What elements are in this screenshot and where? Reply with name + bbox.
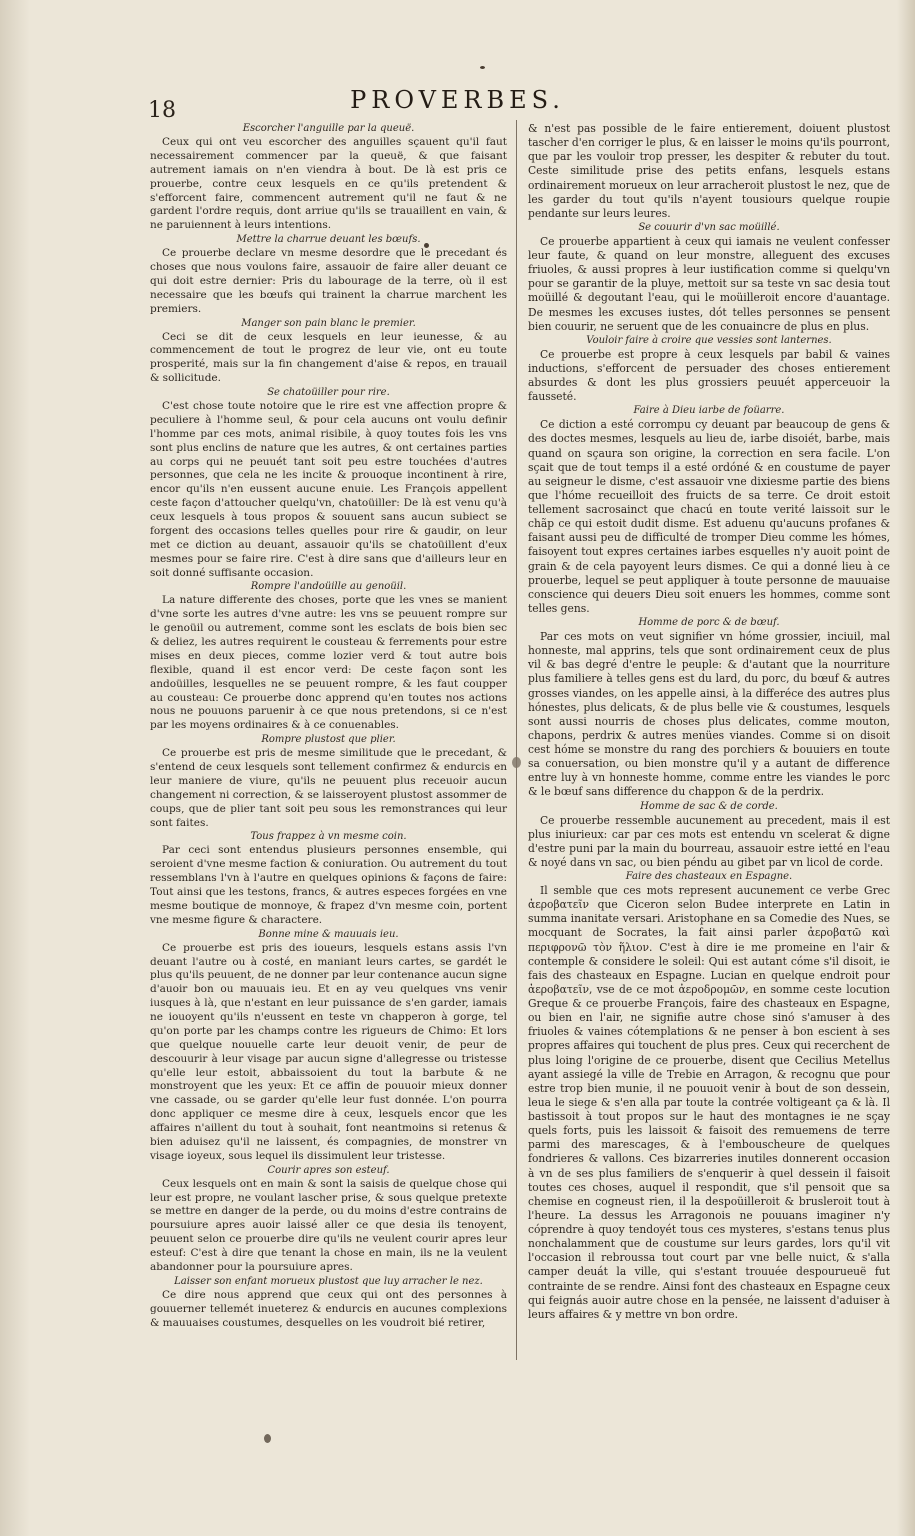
paragraph: Ce dire nous apprend que ceux qui ont des personnes à gouuerner tellemét inueterez & endurcis en aucunes complexions & mauuaises coustumes, desquelles on les voudroit bié retirer, xyxy=(150,1288,507,1329)
proverb-heading: Homme de sac & de corde. xyxy=(640,800,778,812)
paragraph: Ce prouerbe est propre à ceux lesquels par babil & vaines inductions, s'efforcent de persuader des choses entierement absurdes & dont les plus grossiers peuuét apperceuoir la fausseté. xyxy=(528,347,890,404)
proverb-heading: Rompre plustost que plier. xyxy=(261,734,396,746)
proverb-heading: Rompre l'andoüille au genoüil. xyxy=(250,581,407,593)
paragraph: Ceux qui ont veu escorcher des anguilles sçauent qu'il faut necessairement commencer par la queuë, & que faisant autrement iamais on n'en viendra à bout. De là est pris ce prouerbe, contre ceux lesquels en ce qu'ils pretendent & s'efforcent faire, commencent autrement qu'il ne faut & ne gardent l'ordre requis, dont arriue qu'ils se trauaillent en vain, & ne paruiennent à leurs intentions. xyxy=(150,136,507,232)
proverb-heading: Se couurir d'vn sac moüillé. xyxy=(638,221,780,233)
proverb-heading: Homme de porc & de bœuf. xyxy=(638,617,780,628)
proverb-heading: Faire des chasteaux en Espagne. xyxy=(625,871,793,882)
proverb-heading: Vouloir faire à croire que vessies sont lanternes. xyxy=(586,334,832,346)
paragraph: La nature differente des choses, porte que les vnes se manient d'vne sorte les autres d'vne autre: les vns se peuuent rompre sur le genoüil ou autrement, comme sont les esclats de bois bien sec & deliez, les autres requirent le cousteau & ferrements pour estre mises en deux pieces, comme lozier verd & tout autre bois flexible, quand il est encor verd: De ceste façon sont les andoüilles, lesquelles ne se peuuent rompre, & les faut coupper au cousteau: Ce prouerbe donc apprend qu'en toutes nos actions nous ne pouuons paruenir à ce que nous pretendons, si ce n'est par les moyens ordinaires & à ce conuenables. xyxy=(150,594,507,732)
page-edge-shadow xyxy=(897,0,915,1536)
paragraph: Par ceci sont entendus plusieurs personnes ensemble, qui seroient d'vne mesme faction & coniuration. Ou autrement du tout ressemblans l'vn à l'autre en quelques opinions & façons de faire: Tout ainsi que les testons, francs, & autres especes forgées en vne mesme boutique de monnoye, & frapez d'vn mesme coin, portent vne mesme figure & charactere. xyxy=(150,844,507,926)
running-head: PROVERBES. xyxy=(350,86,565,114)
paragraph: Ce prouerbe est pris des ioueurs, lesquels estans assis l'vn deuant l'autre ou à costé, en maniant leurs cartes, se gardét le plus qu'ils peuuent, de ne donner par leur contenance aucun signe d'auoir bon ou mauuais ieu. Et en ay veu quelques vns venir iusques à là, que n'estant en leur puissance de s'en garder, iamais ne iouoyent qu'ils n'eussent en teste vn chapperon à gorge, tel qu'on porte par les champs contre les rigueurs de Chimo: Et lors que quelque nouuelle carte leur deuoit venir, de peur de descouurir à leur visage par aucun signe d'allegresse ou tristesse qu'elle leur estoit, abbaissoient du tout la barbute & ne monstroyent que les yeux: Et ce affin de pouuoir mieux donner vne cassade, ou se garder qu'elle leur fust donnée. L'on pourra donc appliquer ce mesme dire à ceux, lesquels encor que les affaires n'aillent du tout à souhait, font neantmoins si retenus & bien aduisez qu'il ne laissent, és compagnies, de monstrer vn visage ioyeux, sous lequel ils dissimulent leur tristesse. xyxy=(150,941,507,1162)
proverb-heading: Bonne mine & mauuais ieu. xyxy=(258,928,399,940)
proverb-heading: Laisser son enfant morueux plustost que luy arracher le nez. xyxy=(174,1275,483,1287)
proverb-heading: Faire à Dieu iarbe de foüarre. xyxy=(633,405,785,417)
paragraph: & n'est pas possible de le faire entierement, doiuent plustost tascher d'en corriger le plus, & en laisser le moins qu'ils pourront, que par les vouloir trop presser, les despiter & rebuter du tout. Ceste similitude prise des petits enfans, lesquels estans ordinairement morueux on leur arracheroit plustost le nez, que de les garder du tout qu'ils n'ayent tousiours quelque roupie pendante sur leurs leures. xyxy=(528,122,890,220)
right-column xyxy=(528,122,890,1322)
paragraph: Ce prouerbe declare vn mesme desordre que le precedant és choses que nous voulons faire, assauoir de faire aller deuant ce qui doit estre dernier: Pris du labourage de la terre, où il est necessaire que les bœufs qui trainent la charrue marchent les premiers. xyxy=(150,247,507,315)
paragraph: Il semble que ces mots represent aucunement ce verbe Grec ἀεροβατεῖν que Ciceron selon Budee interprete en Latin in summa inanitate versari. Aristophane en sa Comedie des Nues, se mocquant de Socrates, la fait ainsi parler ἀεροβατῶ καὶ περιφρονῶ τὸν ἥλιον. C'est à dire ie me promeine en l'air & contemple & considere le soleil: Qui est autant cóme s'il disoit, ie fais des chasteaux en Espagne. Lucian en quelque endroit pour ἀεροβατεῖν, vse de ce mot ἀεροδρομῶν, en somme ceste locution Greque & ce prouerbe François, faire des chasteaux en Espagne, ou bien en l'air, ne signifie autre chose sinó s'amuser à des friuoles & vaines cótemplations & ne penser à bon escient à ses propres affaires qui touchent de plus pres. Ceux qui recerchent de plus loing l'origine de ce prouerbe, disent que Cecilius Metellus ayant assiegé la ville de Trebie en Arragon, & recognu que pour estre trop bien munie, il ne pouuoit venir à bout de son dessein, leua le siege & s'en alla par toute la contrée voltigeant ça & là. Il bastissoit à tout propos sur le haut des montagnes ie ne sçay quels forts, puis les laissoit & faisoit des remuemens de terre parmi des marescages, & à l'embouscheure de quelques fondrieres & vallons. Ces bizarreries inutiles donnerent occasion à vn de ses plus familiers de s'enquerir à quel dessein il faisoit toutes ces choses, auquel il respondit, que s'il pensoit que sa chemise en cogneust rien, il la despoüilleroit & brusleroit tout à l'heure. La dessus les Arragonois ne pouuans imaginer n'y cóprendre à quoy tendoyét tous ces mysteres, s'estans tenus plus nonchalamment que de coustume sur leurs gardes, lors qu'il vit l'occasion il rebroussa tout court par vne belle nuict, & s'alla camper deuát la ville, qui s'estant trouuée despourueuë fut contrainte de se rendre. Ainsi font des chasteaux en Espagne ceux qui feignás auoir autre chose en la pensée, ne laissent d'aduiser à leurs affaires & y mettre vn bon ordre. xyxy=(528,884,890,1321)
ink-speck xyxy=(480,66,485,69)
proverb-heading: Mettre la charrue deuant les bœufs. xyxy=(236,234,421,246)
page-number: 18 xyxy=(148,98,176,123)
paragraph: Ceux lesquels ont en main & sont la saisis de quelque chose qui leur est propre, ne voulant lascher prise, & sous quelque pretexte se mettre en danger de la perde, ou du moins d'estre contrains de poursuiure apres auoir laissé aller ce que desia ils tenoyent, peuuent selon ce prouerbe dire qu'ils ne veulent courir apres leur esteuf: C'est à dire que tenant la chose en main, ils ne la veulent abandonner pour la poursuiure apres. xyxy=(150,1177,507,1273)
paragraph: Ceci se dit de ceux lesquels en leur ieunesse, & au commencement de tout le progrez de leur vie, ont eu toute prosperité, mais sur la fin changement d'aise & repos, en trauail & sollicitude. xyxy=(150,330,507,385)
paragraph: Ce diction a esté corrompu cy deuant par beaucoup de gens & des doctes mesmes, lesquels au lieu de, iarbe disoiét, barbe, mais quand on sçaura son origine, la correction en sera facile. L'on sçait que de tout temps il a esté ordóné & en coustume de payer au seigneur le disme, c'est assauoir vne dixiesme partie des biens que l'hóme recueilloit des fruicts de sa terre. Ce droit estoit tellement sacrosainct que chacú en toute verité laissoit sur le chãp ce qui estoit dudit disme. Est aduenu qu'aucuns profanes & faisant aussi peu de difficulté de tromper Dieu comme les hómes, faisoyent tout expres certaines iarbes esquelles n'y auoit point de grain & de cela payoyent leurs dismes. Ce qui a donné lieu à ce prouerbe, lequel se peut appliquer à toute personne de mauuaise conscience qui deuers Dieu soit enuers les hommes, comme sont telles gens. xyxy=(528,418,890,615)
paragraph: Par ces mots on veut signifier vn hóme grossier, inciuil, mal honneste, mal apprins, tels que sont ordinairement ceux de plus vil & bas degré d'entre le peuple: & d'autant que la nourriture plus familiere à telles gens est du lard, du porc, du bœuf & autres grosses viandes, on les appelle ainsi, à la differéce des autres plus hónestes, plus delicats, & de plus belle vie & coustumes, lesquels sont aussi nourris de choses plus delicates, comme mouton, chapons, perdrix & autres menües viandes. Comme si on disoit cest hóme se monstre du rang des porchiers & bouuiers en toute sa conuersation, ou bien monstre qu'il y a autant de difference entre luy à vn honneste homme, comme entre les viandes le porc & le bœuf sans difference du chappon & de la perdrix. xyxy=(528,630,890,799)
paragraph: Ce prouerbe appartient à ceux qui iamais ne veulent confesser leur faute, & quand on leur monstre, alleguent des excuses friuoles, & aussi propres à leur iustification comme si quelqu'vn pour se garantir de la pluye, mettoit sur sa teste vn sac desia tout moüillé & degoutant l'eau, qui le moüilleroit encore d'auantage. De mesmes les excuses iustes, dót telles personnes se pensent bien couurir, ne seruent que de les conuaincre de plus en plus. xyxy=(528,234,890,333)
paragraph: C'est chose toute notoire que le rire est vne affection propre & peculiere à l'homme seul, & pour cela aucuns ont voulu definir l'homme par ces mots, animal risibile, à quoy toutes fois les vns sont plus enclins de nature que les autres, & ont certaines parties au corps qui ne peuuét tant soit peu estre touchées d'autres personnes, que cela ne les incite & prouoque incontinent à rire, encor qu'ils n'en eussent aucune enuie. Les François appellent ceste façon d'attoucher quelqu'vn, chatoüiller: De là est venu qu'à ceux lesquels à tous propos & souuent sans aucun subiect se forgent des occasions telles quelles pour rire & gaudir, on leur met ce diction au deuant, assauoir qu'ils se chatoüillent d'eux mesmes pour se faire rire. C'est à dire sans que d'ailleurs leur en soit donné suffisante occasion. xyxy=(150,400,507,579)
paragraph: Ce prouerbe ressemble aucunement au precedent, mais il est plus iniurieux: car par ces mots est entendu vn scelerat & digne d'estre puni par la main du bourreau, assauoir estre ietté en l'eau & noyé dans vn sac, ou bien péndu au gibet par vn licol de corde. xyxy=(528,813,890,869)
left-column xyxy=(150,122,507,1330)
column-rule xyxy=(516,120,517,1360)
proverb-heading: Manger son pain blanc le premier. xyxy=(241,317,416,329)
proverb-heading: Se chatoüiller pour rire. xyxy=(267,387,390,398)
paragraph: Ce prouerbe est pris de mesme similitude que le precedant, & s'entend de ceux lesquels sont tellement confirmez & endurcis en leur maniere de viure, qu'ils ne peuuent plus receuoir aucun changement ni correction, & se laisseroyent plustost assommer de coups, que de plier tant soit peu sous les remonstrances qui leur sont faites. xyxy=(150,747,507,829)
ink-speck xyxy=(264,1434,271,1443)
proverb-heading: Tous frappez à vn mesme coin. xyxy=(250,831,407,843)
proverb-heading: Courir apres son esteuf. xyxy=(267,1164,390,1176)
proverb-heading: Escorcher l'anguille par la queuë. xyxy=(242,123,415,134)
